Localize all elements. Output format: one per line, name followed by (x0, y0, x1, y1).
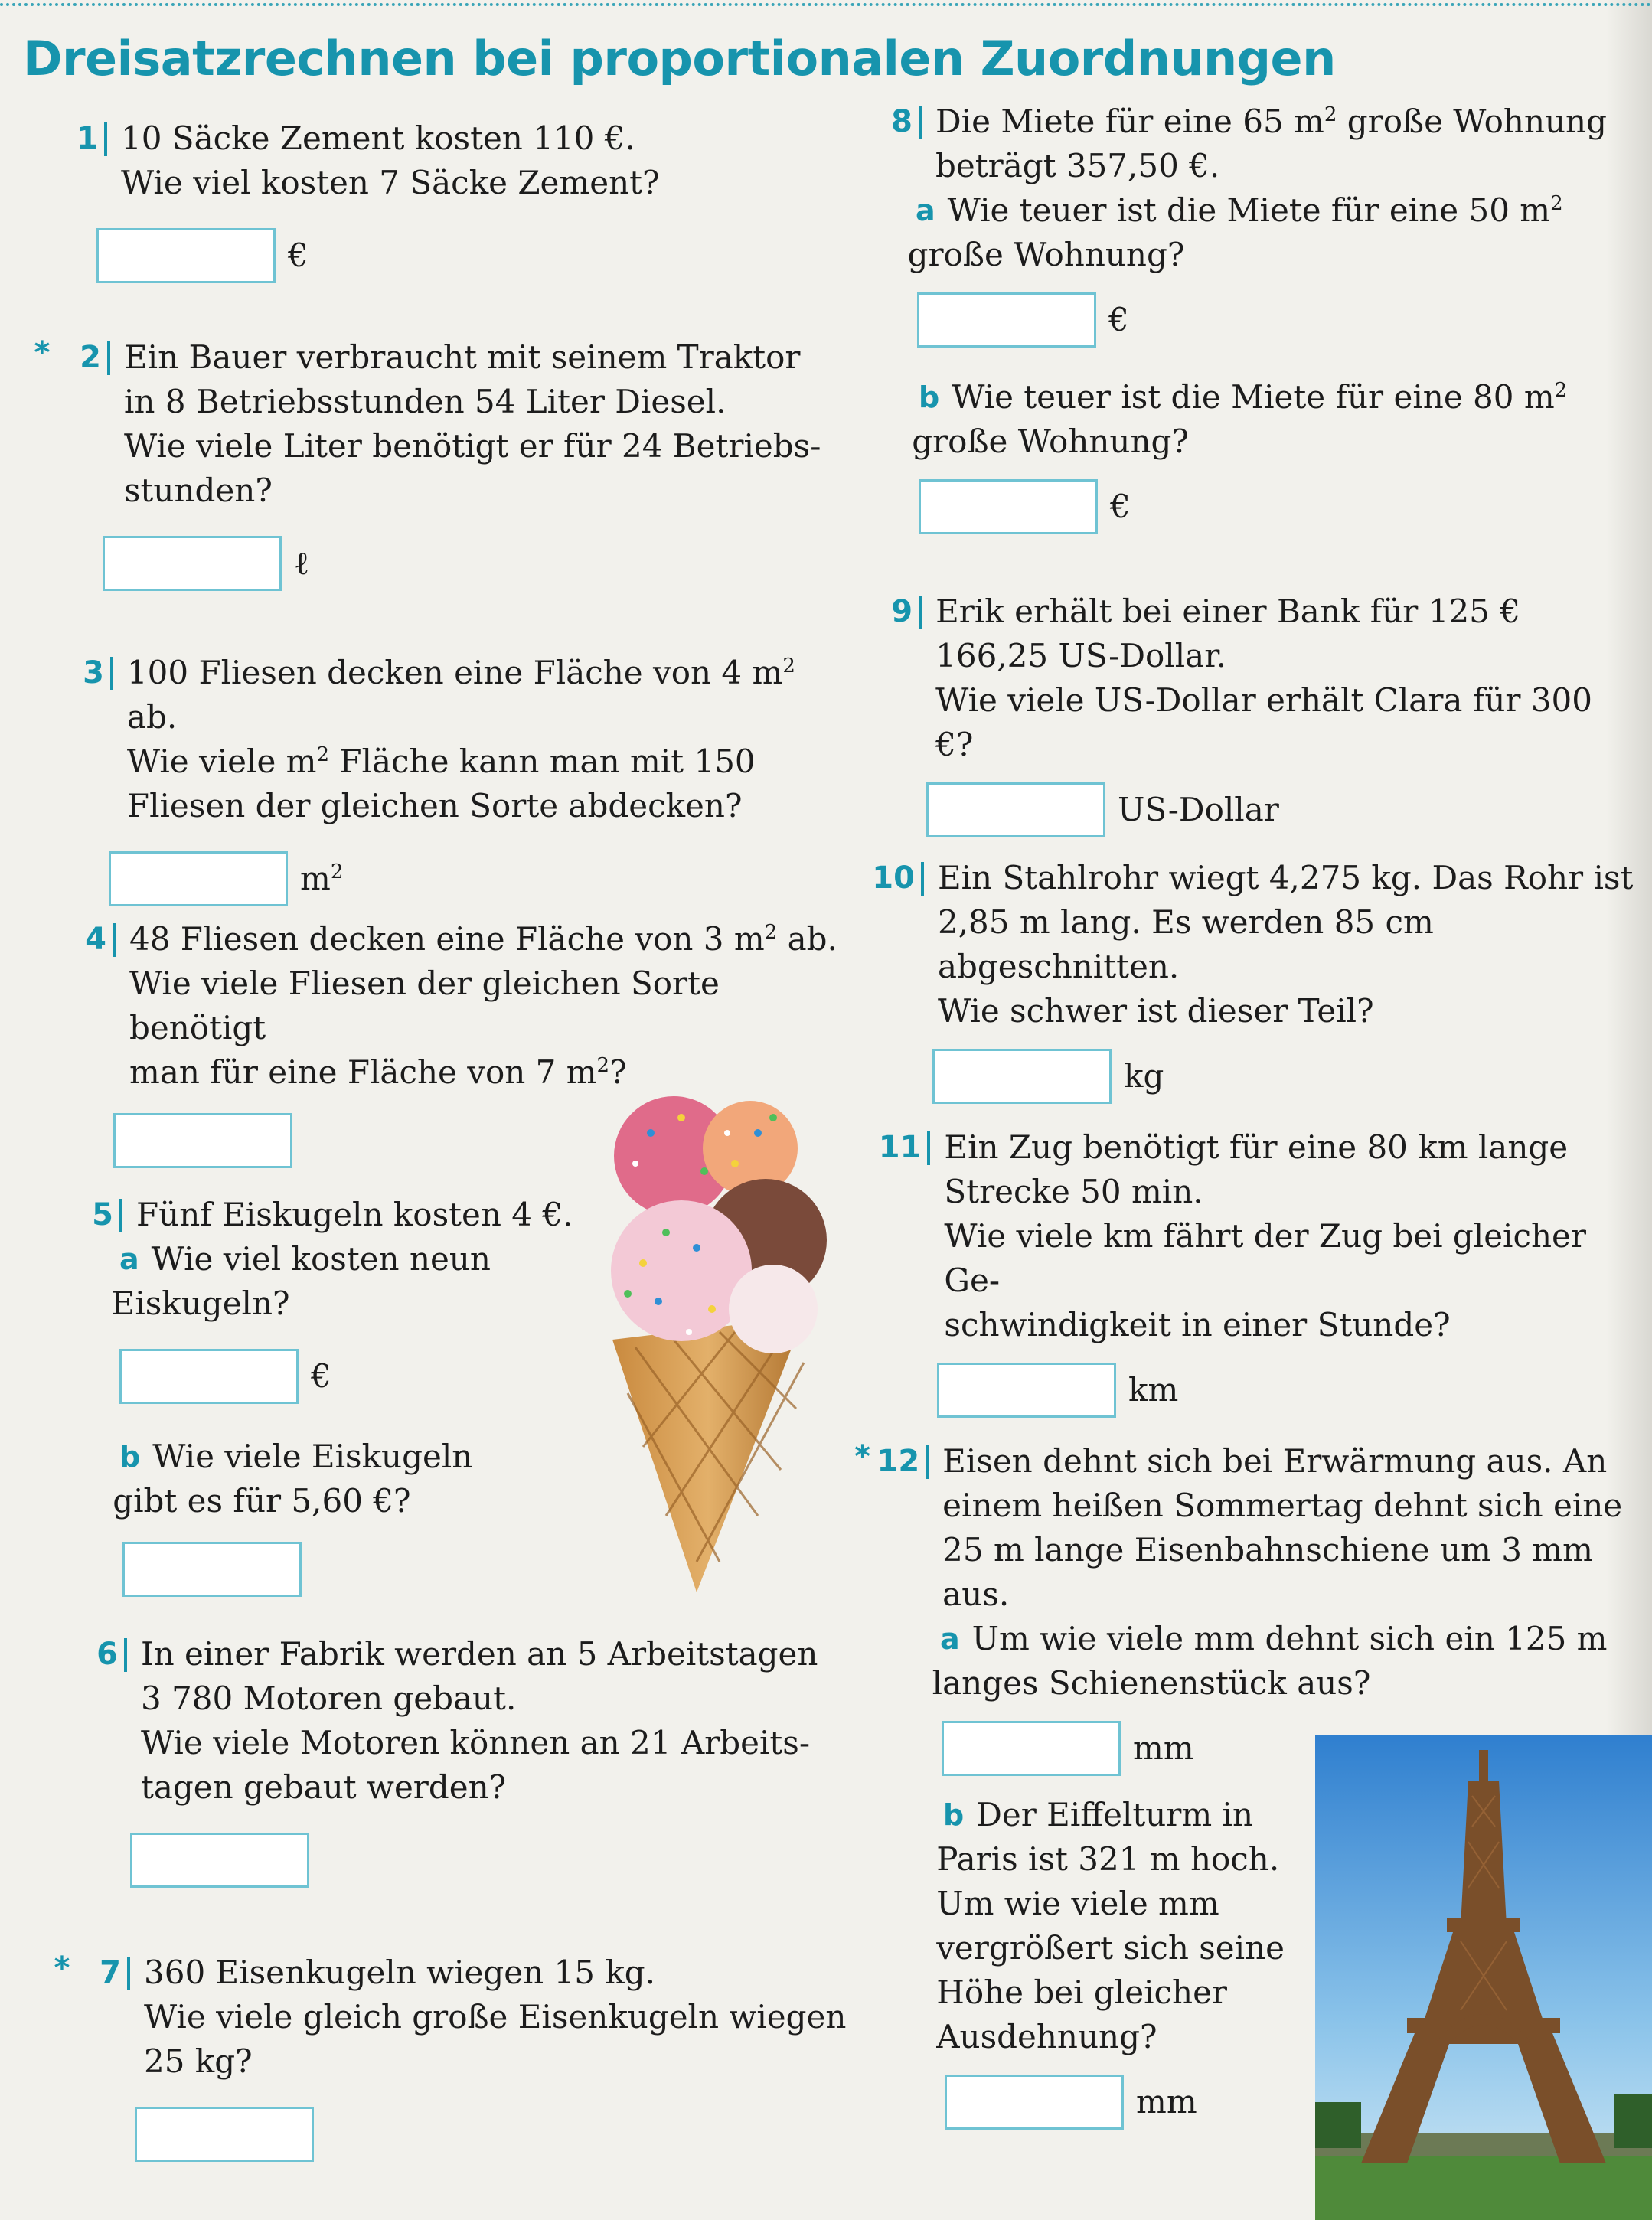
task-6-number: 6 (96, 1637, 118, 1672)
task-12-number: 12 (877, 1444, 920, 1479)
task-5b-answer-box[interactable] (122, 1542, 302, 1597)
task-2-answer-box[interactable] (103, 536, 282, 591)
task-5-number: 5 (92, 1197, 113, 1232)
task-12a-unit: mm (1133, 1729, 1194, 1767)
task-7 (51, 1951, 854, 2162)
task-1-bar (104, 122, 107, 156)
task-8a-unit: € (1108, 301, 1129, 338)
task-12-star: * (854, 1439, 870, 1474)
task-8a-label: a (916, 194, 935, 227)
task-12-text: Eisen dehnt sich bei Erwärmung aus. An einem heißen Sommertag dehnt sich eine 25 m lange Eisenbahnschiene um 3 mm aus. (942, 1442, 1623, 1613)
task-11-text: Ein Zug benötigt für eine 80 km lange Strecke 50 min. Wie viele km fährt der Zug bei gleicher Ge- schwindigkeit in einer Stunde? (944, 1128, 1586, 1343)
eiffel-tower-image (1315, 1735, 1652, 2220)
task-8 (842, 100, 1608, 534)
task-9-text: Erik erhält bei einer Bank für 125 € 166,25 US-Dollar. Wie viele US-Dollar erhält Clara für 300 €? (935, 593, 1593, 763)
task-11-number: 11 (878, 1130, 922, 1165)
task-6-answer-box[interactable] (130, 1833, 309, 1888)
task-7-bar (127, 1957, 130, 1990)
task-2-number: 2 (80, 340, 101, 375)
task-8b-unit: € (1110, 488, 1131, 525)
task-12b-text: Der Eiffelturm in Paris ist 321 m hoch. Um wie viele mm vergrößert sich seine Höhe bei gleicher Ausdehnung? (936, 1796, 1285, 2055)
task-6-text: In einer Fabrik werden an 5 Arbeitstagen 3 780 Motoren gebaut. Wie viele Motoren können an 21 Arbeits- tagen gebaut werden? (141, 1635, 818, 1806)
task-1-answer-box[interactable] (96, 228, 276, 283)
task-3-answer-box[interactable] (109, 851, 288, 906)
task-5b-text: Wie viele Eiskugeln gibt es für 5,60 €? (113, 1438, 473, 1520)
task-5b-label: b (119, 1440, 141, 1474)
task-2-text: Ein Bauer verbraucht mit seinem Traktor in 8 Betriebsstunden 54 Liter Diesel. Wie viele Liter benötigt er für 24 Betriebs- stunden? (124, 338, 821, 509)
task-8a-text: Wie teuer ist die Miete für eine 50 $m^2$ große Wohnung? (907, 191, 1563, 273)
task-3-text: 100 Fliesen decken eine Fläche von 4 $m^2$ ab. Wie viele $m^2$ Fläche kann man mit 150 Fliesen der gleichen Sorte abdecken? (126, 654, 795, 824)
task-8-bar (919, 106, 922, 139)
task-9-number: 9 (891, 594, 913, 629)
task-5 (43, 1193, 579, 1597)
task-9 (845, 589, 1611, 837)
task-4-answer-box[interactable] (113, 1113, 292, 1168)
task-5a-unit: € (311, 1357, 331, 1395)
top-dotted-rule (0, 3, 1652, 6)
task-2 (31, 335, 834, 591)
task-1-number: 1 (77, 121, 98, 156)
task-10-unit: kg (1124, 1057, 1164, 1095)
task-7-star: * (54, 1951, 70, 1986)
task-3-number: 3 (83, 655, 104, 690)
task-8-number: 8 (891, 104, 913, 139)
task-10 (848, 856, 1644, 1104)
task-4-text: 48 Fliesen decken eine Fläche von 3 $m^2$ ab. Wie viele Fliesen der gleichen Sorte benötigt man für eine Fläche von 7 $m^2$? (129, 920, 837, 1091)
task-11 (851, 1125, 1647, 1418)
task-9-answer-box[interactable] (926, 782, 1105, 837)
task-10-text: Ein Stahlrohr wiegt 4,275 kg. Das Rohr ist 2,85 m lang. Es werden 85 cm abgeschnitten. Wie schwer ist dieser Teil? (937, 859, 1634, 1030)
page-title: Dreisatzrechnen bei proportionalen Zuordnungen (23, 31, 1336, 87)
task-5-text: Fünf Eiskugeln kosten 4 €. (136, 1196, 573, 1233)
task-12b-answer-box[interactable] (945, 2075, 1124, 2130)
task-7-text: 360 Eisenkugeln wiegen 15 kg. Wie viele gleich große Eisenkugeln wiegen 25 kg? (144, 1954, 847, 2080)
task-1-text: 10 Säcke Zement kosten 110 €. Wie viel kosten 7 Säcke Zement? (121, 119, 660, 201)
task-3-bar (110, 657, 113, 690)
task-8a-answer-box[interactable] (917, 292, 1096, 348)
task-2-bar (107, 341, 110, 375)
ice-cream-cone-image (582, 1087, 834, 1592)
task-2-unit: ℓ (294, 544, 310, 582)
task-5a-text: Wie viel kosten neun Eiskugeln? (111, 1240, 491, 1322)
task-11-unit: km (1128, 1371, 1179, 1409)
task-5a-answer-box[interactable] (119, 1349, 299, 1404)
task-8b-text: Wie teuer ist die Miete für eine 80 $m^2$ große Wohnung? (912, 378, 1568, 460)
task-5a-label: a (119, 1242, 139, 1276)
task-8b-label: b (919, 380, 940, 414)
task-4-number: 4 (85, 922, 106, 957)
task-12a-answer-box[interactable] (942, 1721, 1121, 1776)
task-1-unit: € (288, 237, 309, 274)
task-12b-unit: mm (1136, 2083, 1197, 2120)
task-10-number: 10 (872, 860, 915, 896)
task-7-answer-box[interactable] (135, 2107, 314, 2162)
task-6-bar (124, 1638, 127, 1672)
task-5-bar (119, 1199, 122, 1232)
task-9-bar (919, 596, 922, 629)
task-8-text: Die Miete für eine 65 $m^2$ große Wohnung beträgt 357,50 €. (935, 103, 1607, 184)
task-12a-label: a (940, 1622, 960, 1656)
task-11-answer-box[interactable] (937, 1363, 1116, 1418)
task-3 (35, 651, 839, 906)
task-11-bar (927, 1131, 930, 1165)
task-8b-answer-box[interactable] (919, 479, 1098, 534)
task-12-bar (926, 1445, 929, 1479)
task-9-unit: US-Dollar (1118, 791, 1279, 828)
task-2-star: * (34, 335, 51, 371)
task-10-bar (921, 862, 924, 896)
task-10-answer-box[interactable] (932, 1049, 1112, 1104)
task-7-number: 7 (100, 1955, 121, 1990)
task-3-unit: $m^2$ (300, 860, 344, 897)
task-12a-text: Um wie viele mm dehnt sich ein 125 m langes Schienenstück aus? (932, 1620, 1608, 1702)
task-12b-label: b (943, 1798, 965, 1832)
task-6 (47, 1632, 851, 1888)
task-4-bar (113, 923, 116, 957)
task-1 (28, 116, 831, 283)
